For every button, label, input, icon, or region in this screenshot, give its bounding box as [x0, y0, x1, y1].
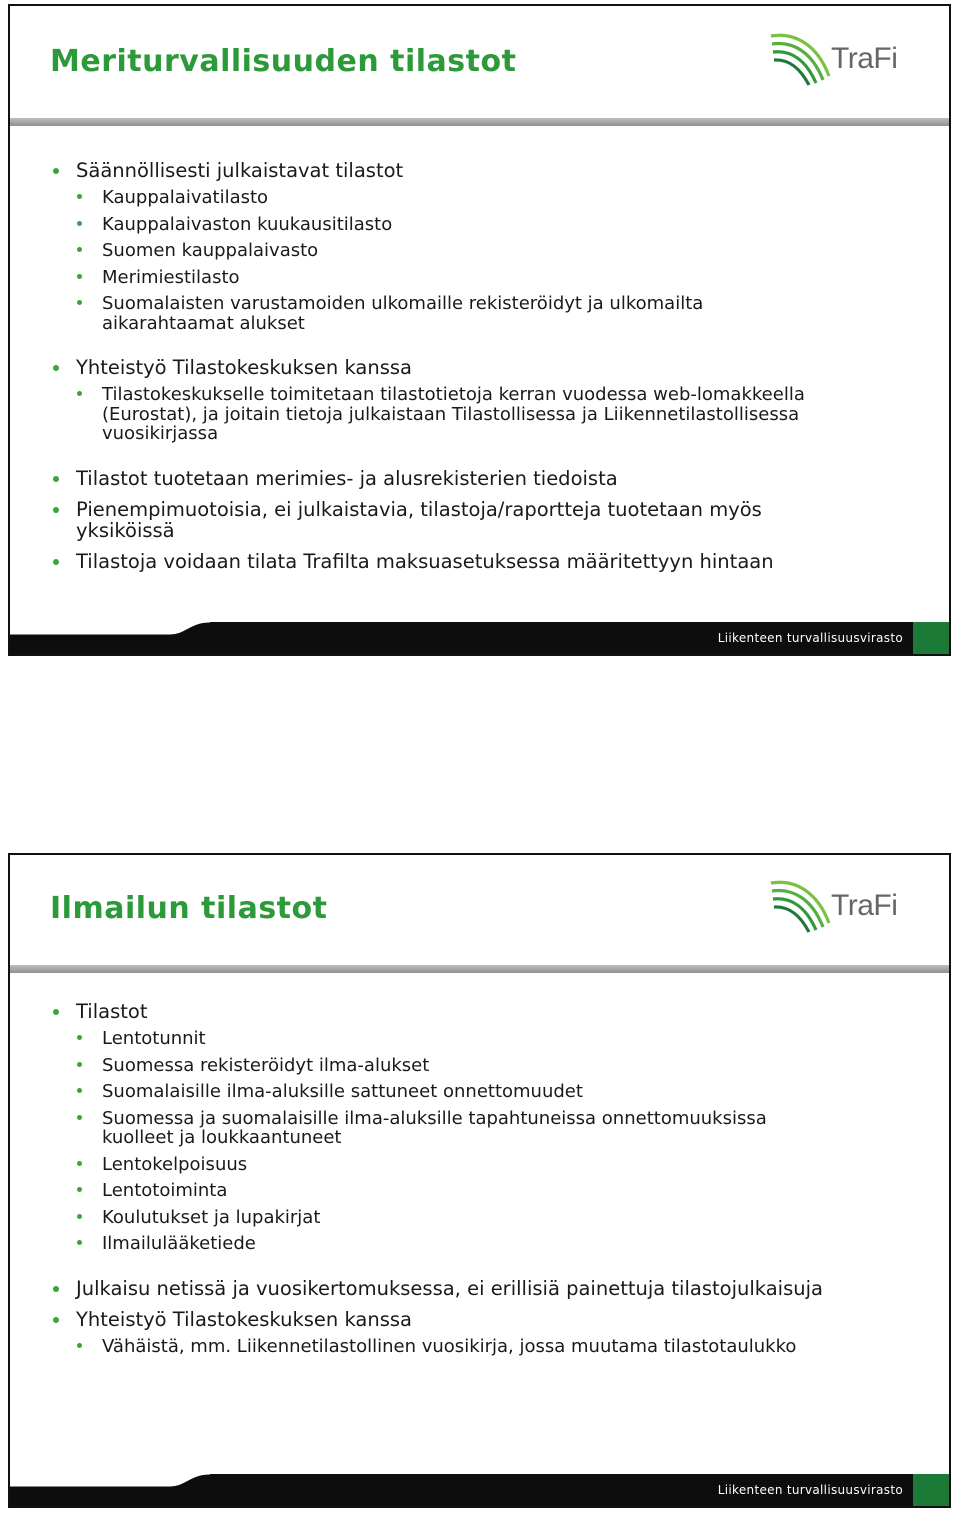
list-item: Lentokelpoisuus	[76, 1155, 829, 1175]
list-item: Merimiestilasto	[76, 268, 829, 288]
slide-title: Ilmailun tilastot	[50, 891, 328, 926]
header-divider	[10, 118, 949, 126]
logo-wordmark: TraFi	[831, 42, 898, 75]
list-item: Säännöllisesti julkaistavat tilastot Kauppalaivatilasto Kauppalaivaston kuukausitilasto Suomen kauppalaivasto Merimiestilasto Suomalaisten varustamoiden ulkomaille rekisteröidyt ja ulkomailta aikarahtaamat alukset	[50, 160, 829, 333]
logo-wordmark: TraFi	[831, 889, 898, 922]
list-item: Kauppalaivaston kuukausitilasto	[76, 215, 829, 235]
list-item: Ilmailulääketiede	[76, 1234, 829, 1254]
list-item: Yhteistyö Tilastokeskuksen kanssa Vähäistä, mm. Liikennetilastollinen vuosikirja, jossa muutama tilastotaulukko	[50, 1309, 829, 1357]
trafi-swoosh-icon	[769, 30, 839, 90]
slide-footer	[10, 618, 949, 654]
list-item: Koulutukset ja lupakirjat	[76, 1208, 829, 1228]
list-item: Suomessa rekisteröidyt ilma-alukset	[76, 1056, 829, 1076]
bullet-list	[50, 150, 829, 572]
slide-footer	[10, 1470, 949, 1506]
list-item: Kauppalaivatilasto	[76, 188, 829, 208]
slide-title: Meriturvallisuuden tilastot	[50, 44, 517, 79]
list-item: Yhteistyö Tilastokeskuksen kanssa Tilastokeskukselle toimitetaan tilastotietoja kerran vuodessa web-lomakkeella (Eurostat), ja joitain tietoja julkaistaan Tilastollisessa ja Liikennetilastollisessa vuosikirjassa	[50, 357, 829, 444]
footer-text: Liikenteen turvallisuusvirasto	[717, 631, 903, 645]
list-item: Suomen kauppalaivasto	[76, 241, 829, 261]
list-item: Tilastoja voidaan tilata Trafilta maksuasetuksessa määritettyyn hintaan	[50, 551, 829, 572]
trafi-logo	[769, 877, 919, 937]
footer-text: Liikenteen turvallisuusvirasto	[717, 1483, 903, 1497]
list-item: Tilastot tuotetaan merimies- ja alusrekisterien tiedoista	[50, 468, 829, 489]
list-item: Pienempimuotoisia, ei julkaistavia, tilastoja/raportteja tuotetaan myös yksiköissä	[50, 499, 829, 541]
list-item: Lentotunnit	[76, 1029, 829, 1049]
list-item: Tilastokeskukselle toimitetaan tilastotietoja kerran vuodessa web-lomakkeella (Eurostat), ja joitain tietoja julkaistaan Tilastollisessa ja Liikennetilastollisessa vuosikirjassa	[76, 385, 829, 444]
header-divider	[10, 965, 949, 973]
list-item: Julkaisu netissä ja vuosikertomuksessa, ei erillisiä painettuja tilastojulkaisuja	[50, 1278, 829, 1299]
trafi-swoosh-icon	[769, 877, 839, 937]
list-item: Vähäistä, mm. Liikennetilastollinen vuosikirja, jossa muutama tilastotaulukko	[76, 1337, 829, 1357]
list-item: Tilastot Lentotunnit Suomessa rekisteröidyt ilma-alukset Suomalaisille ilma-aluksille sattuneet onnettomuudet Suomessa ja suomalaisille ilma-aluksille tapahtuneissa onnettomuuksissa kuolleet ja loukkaantuneet Lentokelpoisuus Lentotoiminta Koulutukset ja lupakirjat Ilmailulääketiede	[50, 1001, 829, 1254]
list-item: Lentotoiminta	[76, 1181, 829, 1201]
list-item: Suomalaisten varustamoiden ulkomaille rekisteröidyt ja ulkomailta aikarahtaamat alukset	[76, 294, 829, 333]
list-item: Suomalaisille ilma-aluksille sattuneet onnettomuudet	[76, 1082, 829, 1102]
list-item: Suomessa ja suomalaisille ilma-aluksille tapahtuneissa onnettomuuksissa kuolleet ja loukkaantuneet	[76, 1109, 829, 1148]
slide-ilmailu	[8, 853, 951, 1508]
bullet-list	[50, 991, 829, 1356]
trafi-logo	[769, 30, 919, 90]
slide-meriturvallisuus	[8, 4, 951, 656]
